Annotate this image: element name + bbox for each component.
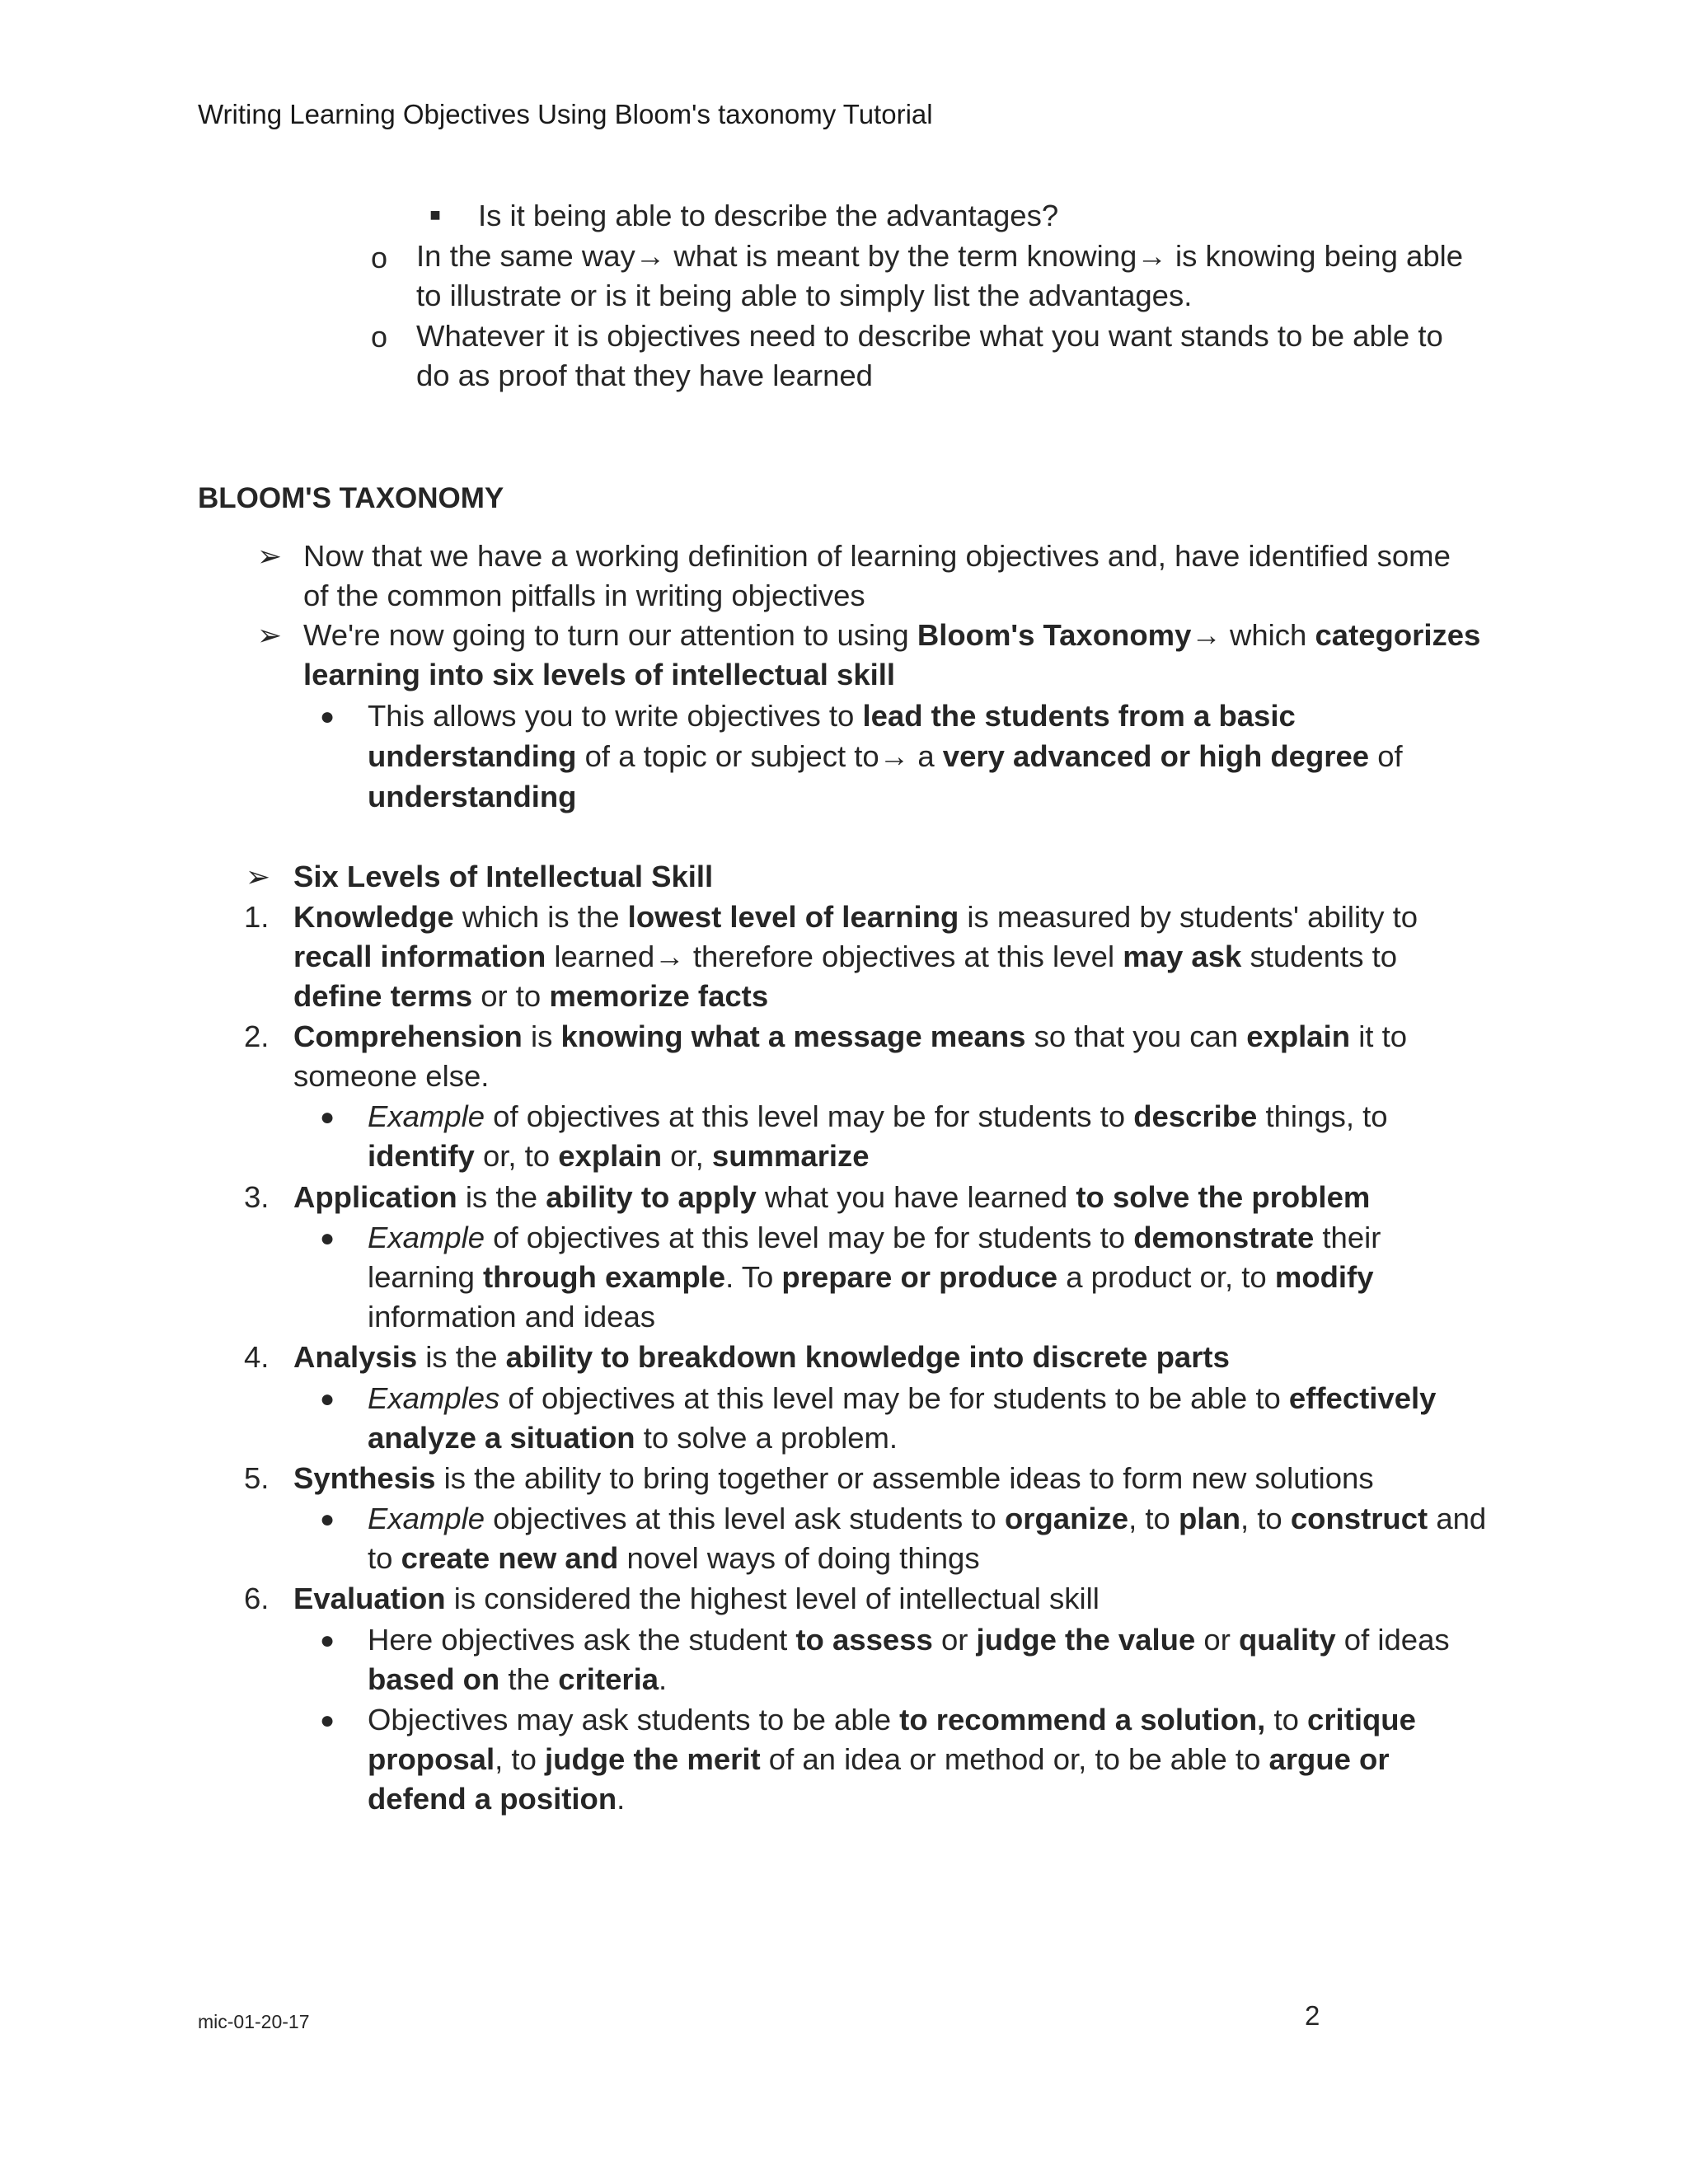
intro-o1-line1: In the same way→ what is meant by the term knowing→ is knowing being able <box>416 239 1464 273</box>
level-6-bullet1-line2: based on the criteria. <box>368 1662 668 1696</box>
document-header-title: Writing Learning Objectives Using Bloom's taxonomy Tutorial <box>198 99 933 129</box>
level-3-example-line2: learning through example. To prepare or produce a product or, to modify <box>368 1260 1374 1294</box>
list-number: 6. <box>244 1582 270 1615</box>
footer-document-id: mic-01-20-17 <box>198 2011 310 2032</box>
arrow-bullet-2-line1: We're now going to turn our attention to using Bloom's Taxonomy→ which categorizes <box>303 618 1481 652</box>
level-1-line1: Knowledge which is the lowest level of learning is measured by students' ability to <box>293 900 1418 934</box>
list-number: 4. <box>244 1340 270 1374</box>
right-arrow-icon: → <box>654 940 685 973</box>
level-3-example-line1: Example of objectives at this level may be for students to demonstrate their <box>368 1221 1381 1254</box>
level-1-line2: recall information learned→ therefore objectives at this level may ask students to <box>293 940 1398 973</box>
level-6-bullet2-line1: Objectives may ask students to be able to recommend a solution, to critique <box>368 1703 1416 1736</box>
arrowhead-bullet-icon: ➢ <box>245 860 271 893</box>
arrow-bullet-1-line1: Now that we have a working definition of learning objectives and, have identified some <box>303 539 1451 573</box>
dot-bullet-line3: understanding <box>368 780 577 813</box>
arrowhead-bullet-icon: ➢ <box>256 539 283 573</box>
right-arrow-icon: → <box>879 739 910 773</box>
filled-dot-bullet-icon: ● <box>319 1627 335 1654</box>
list-number: 2. <box>244 1019 270 1053</box>
filled-dot-bullet-icon: ● <box>319 1225 335 1252</box>
level-2-example-line2: identify or, to explain or, summarize <box>368 1139 870 1173</box>
level-2-line2: someone else. <box>293 1059 490 1093</box>
right-arrow-icon: → <box>635 239 666 273</box>
arrow-bullet-2-line2: learning into six levels of intellectual skill <box>303 658 896 691</box>
level-6-bullet2-line2: proposal, to judge the merit of an idea or method or, to be able to argue or <box>368 1742 1390 1776</box>
list-number: 1. <box>244 900 270 934</box>
level-5-example-line1: Example objectives at this level ask students to organize, to plan, to construct and <box>368 1502 1487 1535</box>
dot-bullet-line2: understanding of a topic or subject to→ a very advanced or high degree of <box>368 739 1403 773</box>
right-arrow-icon: → <box>1191 618 1221 652</box>
level-6-bullet2-line3: defend a position. <box>368 1782 626 1816</box>
intro-o1-line2: to illustrate or is it being able to simply list the advantages. <box>416 279 1193 312</box>
level-4-line1: Analysis is the ability to breakdown knowledge into discrete parts <box>293 1340 1230 1374</box>
level-2-line1: Comprehension is knowing what a message means so that you can explain it to <box>293 1019 1408 1053</box>
level-4-example-line1: Examples of objectives at this level may be for students to be able to effectively <box>368 1381 1437 1415</box>
level-1-line3: define terms or to memorize facts <box>293 979 769 1013</box>
six-levels-heading: Six Levels of Intellectual Skill <box>293 860 714 893</box>
level-4-example-line2: analyze a situation to solve a problem. <box>368 1421 898 1455</box>
level-2-example-line1: Example of objectives at this level may be for students to describe things, to <box>368 1099 1388 1133</box>
list-number: 3. <box>244 1180 270 1214</box>
hollow-circle-bullet-icon: o <box>370 241 388 274</box>
section-heading: BLOOM'S TAXONOMY <box>198 482 504 514</box>
right-arrow-icon: → <box>1137 239 1167 273</box>
hollow-circle-bullet-icon: o <box>370 320 388 354</box>
filled-dot-bullet-icon: ● <box>319 1104 335 1131</box>
filled-dot-bullet-icon: ● <box>319 1506 335 1533</box>
level-6-bullet1-line1: Here objectives ask the student to assess or judge the value or quality of ideas <box>368 1623 1450 1657</box>
intro-o2-line2: do as proof that they have learned <box>416 359 873 392</box>
level-5-line1: Synthesis is the ability to bring together or assemble ideas to form new solutions <box>293 1461 1374 1495</box>
intro-o2-line1: Whatever it is objectives need to describe what you want stands to be able to <box>416 319 1443 353</box>
level-6-line1: Evaluation is considered the highest level of intellectual skill <box>293 1582 1100 1615</box>
arrow-bullet-1-line2: of the common pitfalls in writing objectives <box>303 579 865 612</box>
level-5-example-line2: to create new and novel ways of doing things <box>368 1541 980 1575</box>
dot-bullet-line1: This allows you to write objectives to lead the students from a basic <box>368 699 1296 733</box>
level-3-example-line3: information and ideas <box>368 1300 655 1333</box>
filled-dot-bullet-icon: ● <box>319 703 335 730</box>
level-3-line1: Application is the ability to apply what you have learned to solve the problem <box>293 1180 1371 1214</box>
sub-bullet-text: Is it being able to describe the advantages? <box>478 199 1059 232</box>
square-bullet-icon: ■ <box>429 204 441 225</box>
list-number: 5. <box>244 1461 270 1495</box>
page-number: 2 <box>1305 2000 1320 2031</box>
arrowhead-bullet-icon: ➢ <box>256 618 283 652</box>
filled-dot-bullet-icon: ● <box>319 1385 335 1413</box>
filled-dot-bullet-icon: ● <box>319 1707 335 1734</box>
